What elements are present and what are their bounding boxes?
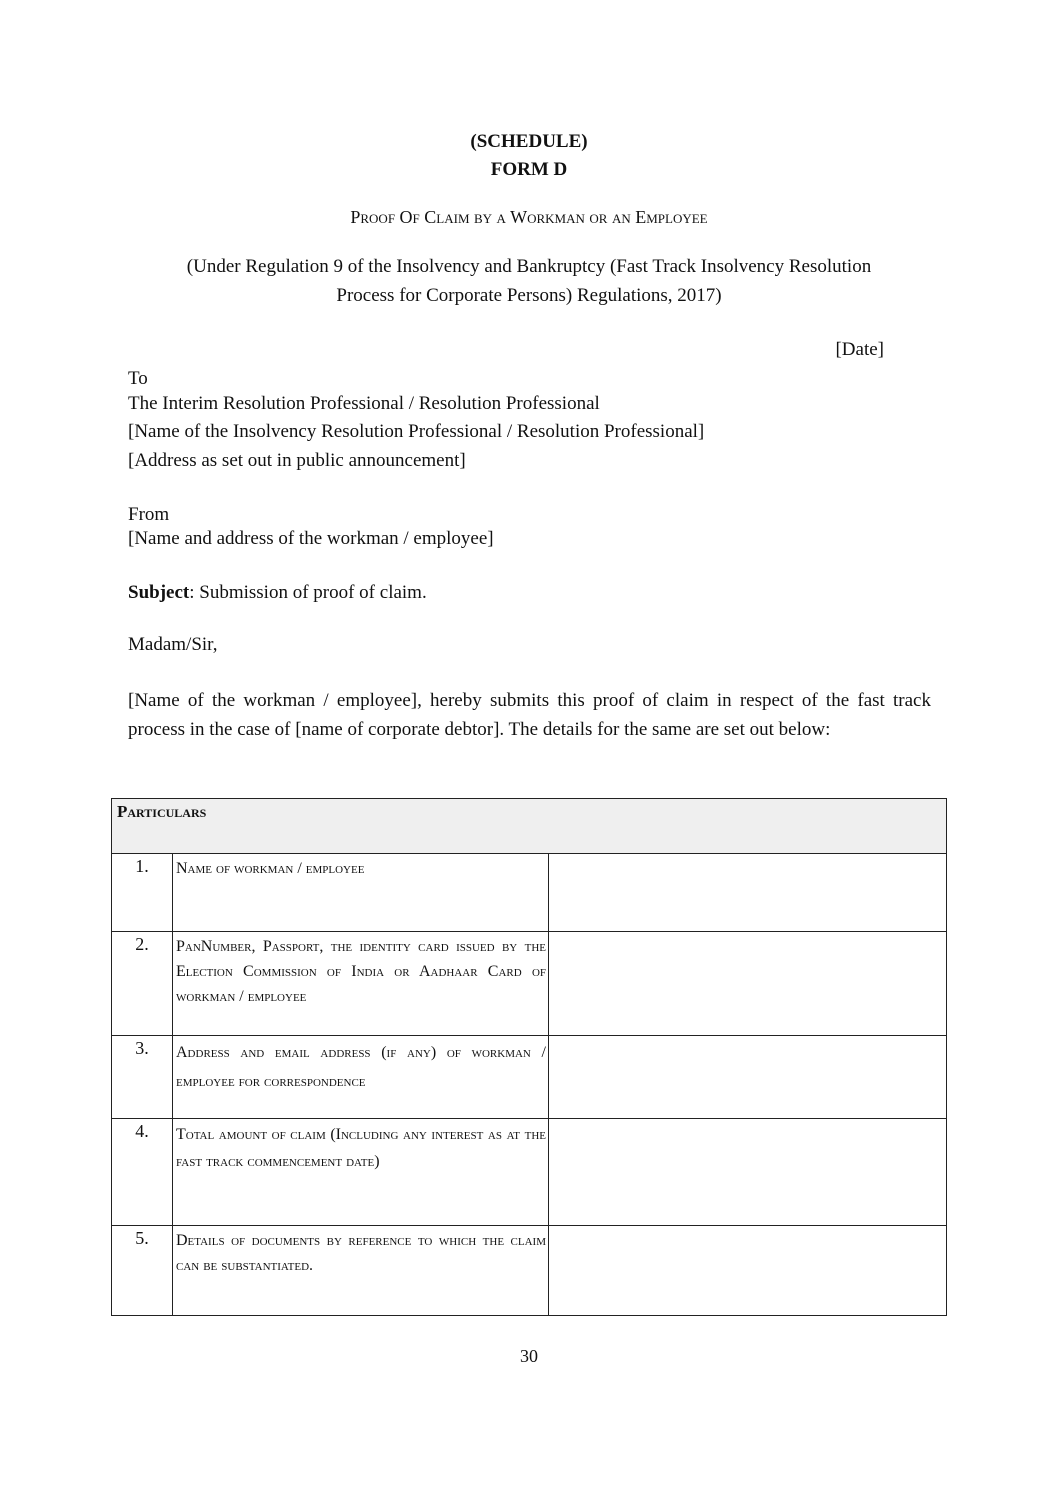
- regulation-line-1: (Under Regulation 9 of the Insolvency and Bankruptcy (Fast Track Insolvency Resolution: [186, 256, 872, 277]
- row-description: Name of workman / employee: [173, 854, 549, 932]
- table-header-row: [112, 799, 947, 854]
- date-placeholder: [Date]: [835, 339, 884, 360]
- row-number: 5.: [112, 1226, 173, 1316]
- row-description: PanNumber, Passport, the identity card issued by the Election Commission of India or Aadhaar Card of workman / employee: [173, 932, 549, 1036]
- body-paragraph: [Name of the workman / employee], hereby submits this proof of claim in respect of the fast track process in the case of [name of corporate debtor]. The details for the same are set out below:: [128, 690, 931, 740]
- row-description: Address and email address (if any) of workman / employee for correspondence: [173, 1036, 549, 1119]
- table-row: [112, 932, 947, 1036]
- row-description: Details of documents by reference to which the claim can be substantiated.: [173, 1226, 549, 1316]
- subject-text: : Submission of proof of claim.: [189, 582, 427, 603]
- row-value-field[interactable]: [549, 854, 947, 932]
- table-header: Particulars: [112, 799, 947, 854]
- to-line-1: The Interim Resolution Professional / Resolution Professional: [128, 393, 600, 414]
- table-row: [112, 1036, 947, 1119]
- row-value-field[interactable]: [549, 1119, 947, 1226]
- form-title: Proof Of Claim by a Workman or an Employee: [350, 207, 708, 227]
- row-value-field[interactable]: [549, 1226, 947, 1316]
- form-heading: FORM D: [490, 159, 568, 180]
- to-label: To: [128, 368, 148, 389]
- row-description: Total amount of claim (Including any interest as at the fast track commencement date): [173, 1119, 549, 1226]
- table-row: [112, 1226, 947, 1316]
- row-number: 3.: [112, 1036, 173, 1119]
- schedule-heading: (SCHEDULE): [470, 131, 588, 152]
- row-number: 1.: [112, 854, 173, 932]
- to-line-3: [Address as set out in public announcement]: [128, 450, 466, 471]
- page-number: 30: [520, 1346, 538, 1366]
- subject-line: [128, 582, 427, 604]
- row-number: 2.: [112, 932, 173, 1036]
- from-line-1: [Name and address of the workman / employee]: [128, 528, 494, 549]
- from-label: From: [128, 504, 170, 525]
- row-value-field[interactable]: [549, 932, 947, 1036]
- subject-label: Subject: [128, 582, 190, 603]
- regulation-line-2: Process for Corporate Persons) Regulations, 2017): [336, 285, 722, 306]
- table-row: [112, 1119, 947, 1226]
- salutation: Madam/Sir,: [128, 634, 218, 655]
- row-value-field[interactable]: [549, 1036, 947, 1119]
- row-number: 4.: [112, 1119, 173, 1226]
- to-line-2: [Name of the Insolvency Resolution Professional / Resolution Professional]: [128, 421, 705, 442]
- particulars-table: [111, 798, 947, 1316]
- table-row: [112, 854, 947, 932]
